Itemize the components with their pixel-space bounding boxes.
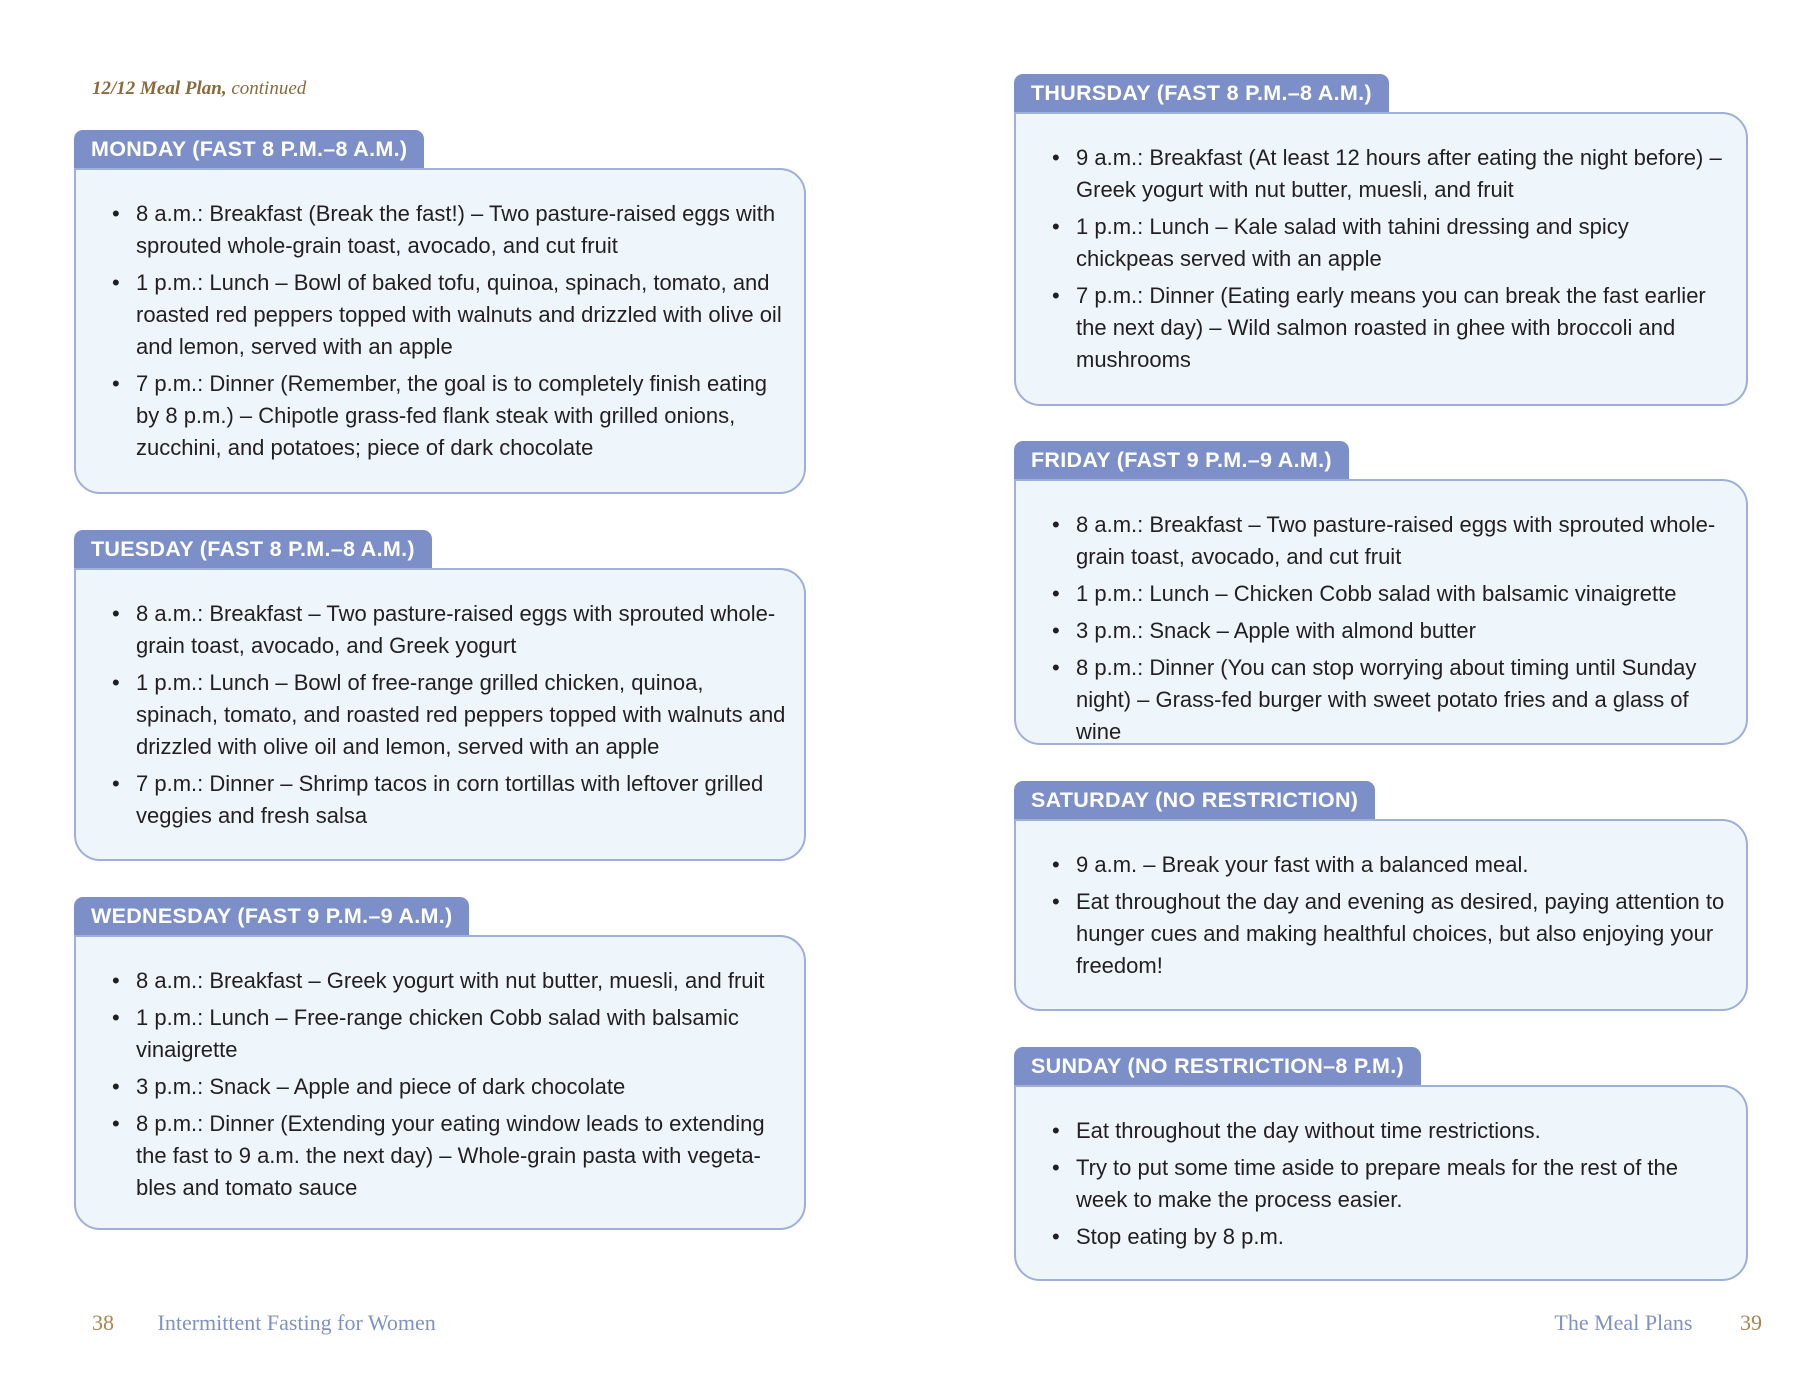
- meal-item: • 8 p.m.: Dinner (You can stop worrying about timing until Sunday night) – Grass-fed burger with sweet potato fries and a glass of wine: [1052, 652, 1728, 748]
- day-block-wednesday: [74, 897, 806, 1230]
- day-box: [1014, 112, 1748, 406]
- meal-item: • Eat throughout the day and evening as desired, paying attention to hunger cues and making healthful choices, but also enjoying your freedom!: [1052, 886, 1728, 982]
- meal-item: • 1 p.m.: Lunch – Free-range chicken Cobb salad with balsamic vinaigrette: [112, 1002, 786, 1066]
- day-box: [74, 168, 806, 494]
- day-heading-thursday: THURSDAY (FAST 8 P.M.–8 A.M.): [1014, 74, 1389, 112]
- day-block-thursday: [1014, 74, 1748, 406]
- day-heading-friday: FRIDAY (FAST 9 P.M.–9 A.M.): [1014, 441, 1349, 479]
- meal-list: [1052, 849, 1728, 982]
- day-heading-monday: MONDAY (FAST 8 P.M.–8 A.M.): [74, 130, 424, 168]
- meal-item: • 7 p.m.: Dinner (Remember, the goal is to completely finish eating by 8 p.m.) – Chipotle grass-fed flank steak with grilled onions, zucchini, and potatoes; piece of dark chocolate: [112, 368, 786, 464]
- meal-list: [112, 598, 786, 832]
- meal-item: • 9 a.m.: Breakfast (At least 12 hours after eating the night before) – Greek yogurt with nut butter, muesli, and fruit: [1052, 142, 1728, 206]
- page-number: 38: [92, 1310, 114, 1335]
- meal-item: • 1 p.m.: Lunch – Chicken Cobb salad with balsamic vinaigrette: [1052, 578, 1728, 610]
- meal-item: • 1 p.m.: Lunch – Kale salad with tahini dressing and spicy chickpeas served with an apple: [1052, 211, 1728, 275]
- day-block-tuesday: [74, 530, 806, 861]
- running-head: [92, 78, 306, 100]
- meal-item: • 1 p.m.: Lunch – Bowl of free-range grilled chicken, quinoa, spinach, tomato, and roasted red peppers topped with walnuts and drizzled with olive oil and lemon, served with an apple: [112, 667, 786, 763]
- meal-item: • 8 p.m.: Dinner (Extending your eating window leads to extending the fast to 9 a.m. the next day) – Whole-grain pasta with vegeta-bles and tomato sauce: [112, 1108, 786, 1204]
- meal-list: [112, 965, 786, 1204]
- day-heading-tuesday: TUESDAY (FAST 8 P.M.–8 A.M.): [74, 530, 432, 568]
- meal-item: • 7 p.m.: Dinner – Shrimp tacos in corn tortillas with leftover grilled veggies and fresh salsa: [112, 768, 786, 832]
- day-heading-sunday: SUNDAY (NO RESTRICTION–8 P.M.): [1014, 1047, 1421, 1085]
- day-block-sunday: [1014, 1047, 1748, 1281]
- day-block-monday: [74, 130, 806, 494]
- chapter-title: The Meal Plans: [1554, 1310, 1693, 1335]
- folio-left: [92, 1310, 436, 1336]
- day-box: [1014, 479, 1748, 745]
- day-heading-saturday: SATURDAY (NO RESTRICTION): [1014, 781, 1375, 819]
- meal-item: • 8 a.m.: Breakfast (Break the fast!) – Two pasture-raised eggs with sprouted whole-grain toast, avocado, and cut fruit: [112, 198, 786, 262]
- meal-list: [1052, 142, 1728, 376]
- folio-right: [1554, 1310, 1762, 1336]
- meal-item: • 8 a.m.: Breakfast – Greek yogurt with nut butter, muesli, and fruit: [112, 965, 786, 997]
- day-box: [74, 935, 806, 1230]
- meal-item: • Eat throughout the day without time restrictions.: [1052, 1115, 1728, 1147]
- right-page: [904, 0, 1807, 1395]
- running-head-continued: continued: [231, 78, 307, 99]
- day-block-friday: [1014, 441, 1748, 745]
- meal-item: • Try to put some time aside to prepare meals for the rest of the week to make the process easier.: [1052, 1152, 1728, 1216]
- page-number: 39: [1740, 1310, 1762, 1335]
- meal-item: • 9 a.m. – Break your fast with a balanced meal.: [1052, 849, 1728, 881]
- day-box: [1014, 819, 1748, 1011]
- book-title: Intermittent Fasting for Women: [157, 1310, 436, 1335]
- day-box: [1014, 1085, 1748, 1281]
- meal-item: • 8 a.m.: Breakfast – Two pasture-raised eggs with sprouted whole-grain toast, avocado, and Greek yogurt: [112, 598, 786, 662]
- meal-item: • 8 a.m.: Breakfast – Two pasture-raised eggs with sprouted whole-grain toast, avocado, and cut fruit: [1052, 509, 1728, 573]
- meal-item: • Stop eating by 8 p.m.: [1052, 1221, 1728, 1253]
- meal-item: • 7 p.m.: Dinner (Eating early means you can break the fast earlier the next day) – Wild salmon roasted in ghee with broccoli and mushrooms: [1052, 280, 1728, 376]
- meal-list: [1052, 509, 1728, 748]
- meal-item: • 3 p.m.: Snack – Apple and piece of dark chocolate: [112, 1071, 786, 1103]
- running-head-title: 12/12 Meal Plan,: [92, 78, 227, 99]
- meal-item: • 1 p.m.: Lunch – Bowl of baked tofu, quinoa, spinach, tomato, and roasted red peppers topped with walnuts and drizzled with olive oil and lemon, served with an apple: [112, 267, 786, 363]
- day-box: [74, 568, 806, 861]
- meal-list: [112, 198, 786, 464]
- left-page: [0, 0, 900, 1395]
- meal-list: [1052, 1115, 1728, 1253]
- day-block-saturday: [1014, 781, 1748, 1011]
- meal-item: • 3 p.m.: Snack – Apple with almond butter: [1052, 615, 1728, 647]
- day-heading-wednesday: WEDNESDAY (FAST 9 P.M.–9 A.M.): [74, 897, 469, 935]
